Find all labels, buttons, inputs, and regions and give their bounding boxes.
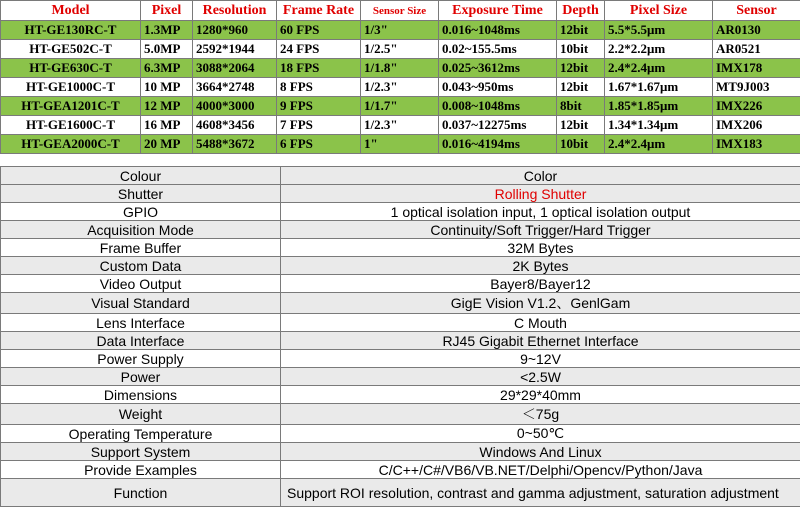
spec-label: Data Interface xyxy=(1,332,281,350)
frame-rate-cell: 18 FPS xyxy=(277,59,361,78)
model-cell: HT-GE630C-T xyxy=(1,59,141,78)
depth-cell: 10bit xyxy=(557,135,605,154)
spec-label: Custom Data xyxy=(1,257,281,275)
model-row xyxy=(1,116,800,135)
spec-label: Dimensions xyxy=(1,386,281,404)
spec-value: Rolling Shutter xyxy=(281,185,800,203)
spec-row-weight xyxy=(1,404,800,425)
resolution-cell: 3088*2064 xyxy=(193,59,277,78)
model-cell: HT-GE502C-T xyxy=(1,40,141,59)
sensor-size-cell: 1/2.3" xyxy=(361,78,439,97)
sensor-cell: IMX206 xyxy=(713,116,800,135)
spec-row-acquisition-mode xyxy=(1,221,800,239)
header-frame-rate: Frame Rate xyxy=(277,1,361,21)
header-exposure-time: Exposure Time xyxy=(439,1,557,21)
pixel-size-cell: 1.85*1.85μm xyxy=(605,97,713,116)
spec-row-support-system xyxy=(1,443,800,461)
spec-label: Power xyxy=(1,368,281,386)
spec-row-shutter xyxy=(1,185,800,203)
pixel-cell: 10 MP xyxy=(141,78,193,97)
resolution-cell: 4608*3456 xyxy=(193,116,277,135)
model-row xyxy=(1,40,800,59)
sensor-size-cell: 1" xyxy=(361,135,439,154)
spec-row-colour xyxy=(1,167,800,185)
spec-row-dimensions xyxy=(1,386,800,404)
spec-value: RJ45 Gigabit Ethernet Interface xyxy=(281,332,800,350)
model-row xyxy=(1,97,800,116)
exposure-time-cell: 0.025~3612ms xyxy=(439,59,557,78)
spec-label: Lens Interface xyxy=(1,314,281,332)
pixel-cell: 12 MP xyxy=(141,97,193,116)
exposure-time-cell: 0.02~155.5ms xyxy=(439,40,557,59)
model-cell: HT-GEA1201C-T xyxy=(1,97,141,116)
spec-value: 0~50℃ xyxy=(281,425,800,443)
spec-row-power xyxy=(1,368,800,386)
spec-row-video-output xyxy=(1,275,800,293)
spec-value: Bayer8/Bayer12 xyxy=(281,275,800,293)
spec-row-lens-interface xyxy=(1,314,800,332)
sensor-cell: IMX178 xyxy=(713,59,800,78)
spec-value: ＜75g xyxy=(281,404,800,425)
spec-value: GigE Vision V1.2、GenlGam xyxy=(281,293,800,314)
pixel-size-cell: 1.34*1.34μm xyxy=(605,116,713,135)
spec-label: Shutter xyxy=(1,185,281,203)
pixel-size-cell: 2.4*2.4μm xyxy=(605,135,713,154)
depth-cell: 10bit xyxy=(557,40,605,59)
header-sensor-size: Sensor Size xyxy=(361,1,439,21)
header-resolution: Resolution xyxy=(193,1,277,21)
pixel-cell: 1.3MP xyxy=(141,21,193,40)
spec-label: Acquisition Mode xyxy=(1,221,281,239)
header-depth: Depth xyxy=(557,1,605,21)
spec-label: Power Supply xyxy=(1,350,281,368)
exposure-time-cell: 0.037~12275ms xyxy=(439,116,557,135)
header-model: Model xyxy=(1,1,141,21)
spec-row-visual-standard xyxy=(1,293,800,314)
spec-value: 9~12V xyxy=(281,350,800,368)
sensor-size-cell: 1/3" xyxy=(361,21,439,40)
spec-label: Operating Temperature xyxy=(1,425,281,443)
frame-rate-cell: 8 FPS xyxy=(277,78,361,97)
spec-label: Frame Buffer xyxy=(1,239,281,257)
model-cell: HT-GE1000C-T xyxy=(1,78,141,97)
sensor-cell: MT9J003 xyxy=(713,78,800,97)
pixel-cell: 20 MP xyxy=(141,135,193,154)
depth-cell: 12bit xyxy=(557,59,605,78)
model-cell: HT-GEA2000C-T xyxy=(1,135,141,154)
spec-value: 32M Bytes xyxy=(281,239,800,257)
sensor-cell: IMX226 xyxy=(713,97,800,116)
exposure-time-cell: 0.016~4194ms xyxy=(439,135,557,154)
pixel-size-cell: 5.5*5.5μm xyxy=(605,21,713,40)
spec-row-provide-examples xyxy=(1,461,800,479)
pixel-cell: 16 MP xyxy=(141,116,193,135)
spec-row-custom-data xyxy=(1,257,800,275)
spec-value: Support ROI resolution, contrast and gamma adjustment, saturation adjustment xyxy=(281,479,800,507)
sensor-size-cell: 1/2.3" xyxy=(361,116,439,135)
spec-label: Video Output xyxy=(1,275,281,293)
header-pixel-size: Pixel Size xyxy=(605,1,713,21)
frame-rate-cell: 24 FPS xyxy=(277,40,361,59)
models-header-row xyxy=(1,1,800,21)
sensor-size-cell: 1/1.8" xyxy=(361,59,439,78)
specifications-table xyxy=(0,166,800,507)
spec-value: Windows And Linux xyxy=(281,443,800,461)
model-row xyxy=(1,59,800,78)
model-row xyxy=(1,135,800,154)
exposure-time-cell: 0.043~950ms xyxy=(439,78,557,97)
spec-row-operating-temperature xyxy=(1,425,800,443)
pixel-size-cell: 1.67*1.67μm xyxy=(605,78,713,97)
depth-cell: 12bit xyxy=(557,78,605,97)
spec-value: 1 optical isolation input, 1 optical isolation output xyxy=(281,203,800,221)
pixel-cell: 6.3MP xyxy=(141,59,193,78)
spec-value: C/C++/C#/VB6/VB.NET/Delphi/Opencv/Python/Java xyxy=(281,461,800,479)
spec-row-power-supply xyxy=(1,350,800,368)
spec-label: GPIO xyxy=(1,203,281,221)
spec-label: Provide Examples xyxy=(1,461,281,479)
pixel-cell: 5.0MP xyxy=(141,40,193,59)
depth-cell: 12bit xyxy=(557,116,605,135)
depth-cell: 12bit xyxy=(557,21,605,40)
spec-row-gpio xyxy=(1,203,800,221)
spec-row-function xyxy=(1,479,800,507)
spec-value: C Mouth xyxy=(281,314,800,332)
sensor-cell: AR0130 xyxy=(713,21,800,40)
resolution-cell: 1280*960 xyxy=(193,21,277,40)
resolution-cell: 3664*2748 xyxy=(193,78,277,97)
spec-label: Function xyxy=(1,479,281,507)
camera-models-table xyxy=(0,0,800,154)
resolution-cell: 5488*3672 xyxy=(193,135,277,154)
spec-label: Support System xyxy=(1,443,281,461)
resolution-cell: 4000*3000 xyxy=(193,97,277,116)
frame-rate-cell: 6 FPS xyxy=(277,135,361,154)
model-cell: HT-GE1600C-T xyxy=(1,116,141,135)
spec-label: Colour xyxy=(1,167,281,185)
frame-rate-cell: 60 FPS xyxy=(277,21,361,40)
header-pixel: Pixel xyxy=(141,1,193,21)
spec-label: Visual Standard xyxy=(1,293,281,314)
frame-rate-cell: 7 FPS xyxy=(277,116,361,135)
header-sensor: Sensor xyxy=(713,1,800,21)
model-row xyxy=(1,21,800,40)
pixel-size-cell: 2.2*2.2μm xyxy=(605,40,713,59)
model-cell: HT-GE130RC-T xyxy=(1,21,141,40)
spec-value: Continuity/Soft Trigger/Hard Trigger xyxy=(281,221,800,239)
sensor-size-cell: 1/1.7" xyxy=(361,97,439,116)
model-row xyxy=(1,78,800,97)
spec-value: 29*29*40mm xyxy=(281,386,800,404)
spec-label: Weight xyxy=(1,404,281,425)
resolution-cell: 2592*1944 xyxy=(193,40,277,59)
spec-value: Color xyxy=(281,167,800,185)
spec-value: <2.5W xyxy=(281,368,800,386)
sensor-cell: IMX183 xyxy=(713,135,800,154)
spec-row-frame-buffer xyxy=(1,239,800,257)
pixel-size-cell: 2.4*2.4μm xyxy=(605,59,713,78)
sensor-size-cell: 1/2.5" xyxy=(361,40,439,59)
frame-rate-cell: 9 FPS xyxy=(277,97,361,116)
sensor-cell: AR0521 xyxy=(713,40,800,59)
spec-row-data-interface xyxy=(1,332,800,350)
exposure-time-cell: 0.008~1048ms xyxy=(439,97,557,116)
spec-value: 2K Bytes xyxy=(281,257,800,275)
exposure-time-cell: 0.016~1048ms xyxy=(439,21,557,40)
depth-cell: 8bit xyxy=(557,97,605,116)
